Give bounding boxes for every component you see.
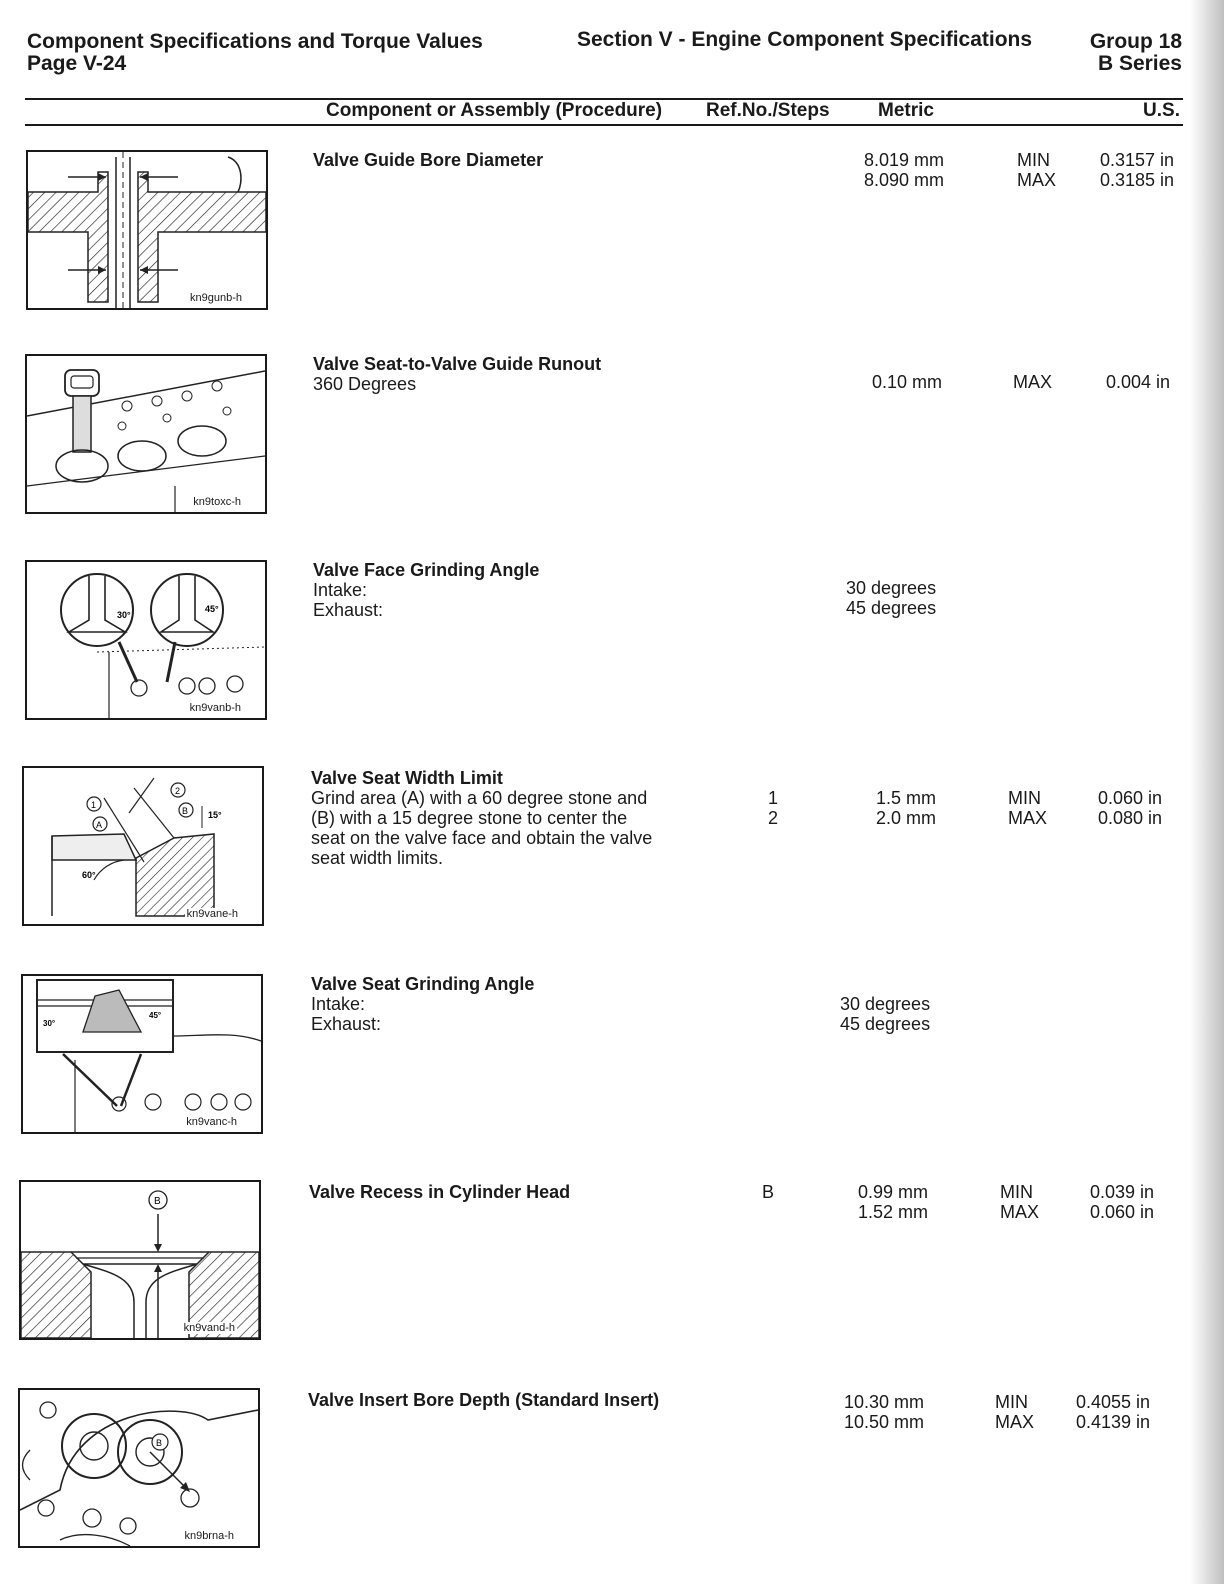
description-line: seat on the valve face and obtain the valve (311, 828, 653, 848)
description-line: seat width limits. (311, 848, 444, 868)
group-label: Group 18 (1089, 30, 1182, 53)
svg-text:2: 2 (175, 786, 181, 796)
metric-values (800, 372, 942, 392)
description-line: (B) with a 15 degree stone to center the (311, 808, 628, 828)
metric-min: 10.30 mm (843, 1392, 924, 1412)
limit-min: MIN (995, 1392, 1028, 1412)
svg-text:30°: 30° (43, 1019, 56, 1028)
us-min: 0.3157 in (1100, 150, 1175, 170)
seat-width-illustration (24, 768, 262, 924)
figure-label: kn9toxc-h (193, 496, 241, 508)
description-line: Exhaust: (311, 1014, 382, 1034)
description-line: Grind area (A) with a 60 degree stone and (311, 788, 648, 808)
limit-max: MAX (1000, 1202, 1040, 1222)
limit-max: MAX (1013, 372, 1053, 392)
column-header-component: Component or Assembly (Procedure) (326, 100, 663, 121)
spec-row-valve-recess (0, 1178, 1224, 1358)
spec-title: Valve Face Grinding Angle (313, 560, 540, 580)
figure-valve-guide-bore (26, 150, 268, 310)
spec-title: Valve Seat-to-Valve Guide Runout (313, 354, 602, 374)
figure-label: kn9vand-h (183, 1322, 235, 1334)
spec-description (311, 788, 701, 868)
us-values (1106, 372, 1170, 392)
insert-bore-illustration (20, 1390, 258, 1546)
metric-exhaust: 45 degrees (846, 598, 937, 618)
limit-labels (1008, 788, 1047, 828)
ref-step: 1 (768, 788, 779, 808)
metric-intake: 30 degrees (846, 578, 937, 598)
us-values (1100, 150, 1174, 190)
description-line: 360 Degrees (313, 374, 417, 394)
figure-label: kn9gunb-h (190, 292, 242, 304)
us-values (1098, 788, 1162, 828)
metric-values (800, 788, 936, 828)
spec-row-seat-width-limit (0, 764, 1224, 944)
header-left (27, 31, 483, 75)
ref-steps (762, 1182, 774, 1202)
limit-labels (1013, 372, 1052, 392)
doc-title: Component Specifications and Torque Values (27, 30, 483, 53)
figure-label: kn9brna-h (184, 1530, 234, 1542)
svg-text:60°: 60° (82, 870, 96, 880)
figure-label: kn9vanc-h (186, 1116, 237, 1128)
metric-max: 8.090 mm (863, 170, 944, 190)
spec-row-insert-bore-depth (0, 1386, 1224, 1566)
limit-labels (1017, 150, 1056, 190)
us-values (1076, 1392, 1150, 1432)
limit-min: MIN (1000, 1182, 1033, 1202)
metric-max: 10.50 mm (843, 1412, 924, 1432)
svg-text:A: A (96, 820, 103, 830)
metric-min: 0.99 mm (857, 1182, 928, 1202)
column-header-metric: Metric (878, 100, 934, 121)
spec-row-face-grinding-angle (0, 558, 1224, 738)
spec-row-seat-guide-runout (0, 352, 1224, 532)
metric-max: 1.52 mm (857, 1202, 928, 1222)
description-line: Intake: (311, 994, 366, 1014)
description-line: Intake: (313, 580, 368, 600)
figure-label: kn9vanb-h (189, 702, 241, 714)
svg-text:B: B (154, 1196, 161, 1207)
us-min: 0.039 in (1090, 1182, 1155, 1202)
seat-grinding-illustration (23, 976, 261, 1132)
spec-description (313, 580, 703, 620)
limit-min: MIN (1017, 150, 1050, 170)
limit-max: MAX (995, 1412, 1035, 1432)
ref-steps (768, 788, 778, 828)
ref-step: B (762, 1182, 775, 1202)
figure-seat-width (22, 766, 264, 926)
spec-title: Valve Guide Bore Diameter (313, 150, 544, 170)
header-rule-bottom (25, 124, 1183, 126)
metric-intake: 30 degrees (840, 994, 931, 1014)
svg-text:15°: 15° (208, 810, 222, 820)
us-min: 0.060 in (1098, 788, 1163, 808)
spec-title: Valve Insert Bore Depth (Standard Insert) (308, 1390, 660, 1410)
column-header-us: U.S. (1143, 100, 1180, 121)
spec-title: Valve Recess in Cylinder Head (309, 1182, 571, 1202)
figure-face-grinding (25, 560, 267, 720)
metric-min: 1.5 mm (875, 788, 936, 808)
spec-row-valve-guide-bore (0, 146, 1224, 326)
limit-labels (1000, 1182, 1039, 1222)
ref-step: 2 (768, 808, 779, 828)
page-number: Page V-24 (27, 52, 127, 75)
description-line: Exhaust: (313, 600, 384, 620)
section-title: Section V - Engine Component Specifications (577, 28, 1033, 51)
header-right (1090, 31, 1182, 75)
runout-gauge-illustration (27, 356, 265, 512)
metric-exhaust: 45 degrees (840, 1014, 931, 1034)
metric-values (846, 578, 936, 618)
valve-face-illustration (27, 562, 265, 718)
us-min: 0.4055 in (1076, 1392, 1151, 1412)
column-header-ref: Ref.No./Steps (706, 100, 830, 121)
spec-description (311, 994, 701, 1034)
metric-values (840, 994, 930, 1034)
metric-max: 2.0 mm (875, 808, 936, 828)
svg-text:B: B (156, 1438, 163, 1448)
limit-max: MAX (1017, 170, 1057, 190)
figure-label: kn9vane-h (186, 908, 238, 920)
valve-recess-illustration (21, 1182, 259, 1338)
svg-text:B: B (182, 806, 189, 816)
metric-values (800, 150, 944, 190)
spec-row-seat-grinding-angle (0, 970, 1224, 1150)
metric-values (790, 1392, 924, 1432)
us-max: 0.004 in (1106, 372, 1171, 392)
svg-text:1: 1 (91, 800, 97, 810)
metric-max: 0.10 mm (871, 372, 942, 392)
figure-valve-recess (19, 1180, 261, 1340)
figure-seat-grinding (21, 974, 263, 1134)
series-label: B Series (1097, 52, 1182, 75)
figure-insert-bore (18, 1388, 260, 1548)
valve-guide-illustration (28, 152, 266, 308)
us-max: 0.4139 in (1076, 1412, 1151, 1432)
metric-min: 8.019 mm (863, 150, 944, 170)
us-max: 0.060 in (1090, 1202, 1155, 1222)
figure-seat-runout (25, 354, 267, 514)
spec-title: Valve Seat Width Limit (311, 768, 503, 788)
spec-title: Valve Seat Grinding Angle (311, 974, 535, 994)
svg-text:45°: 45° (149, 1011, 162, 1020)
spec-description (313, 374, 703, 394)
limit-labels (995, 1392, 1034, 1432)
metric-values (790, 1182, 928, 1222)
us-max: 0.3185 in (1100, 170, 1175, 190)
limit-min: MIN (1008, 788, 1041, 808)
svg-text:45°: 45° (205, 604, 219, 614)
limit-max: MAX (1008, 808, 1048, 828)
us-values (1090, 1182, 1154, 1222)
svg-text:30°: 30° (117, 610, 131, 620)
us-max: 0.080 in (1098, 808, 1163, 828)
